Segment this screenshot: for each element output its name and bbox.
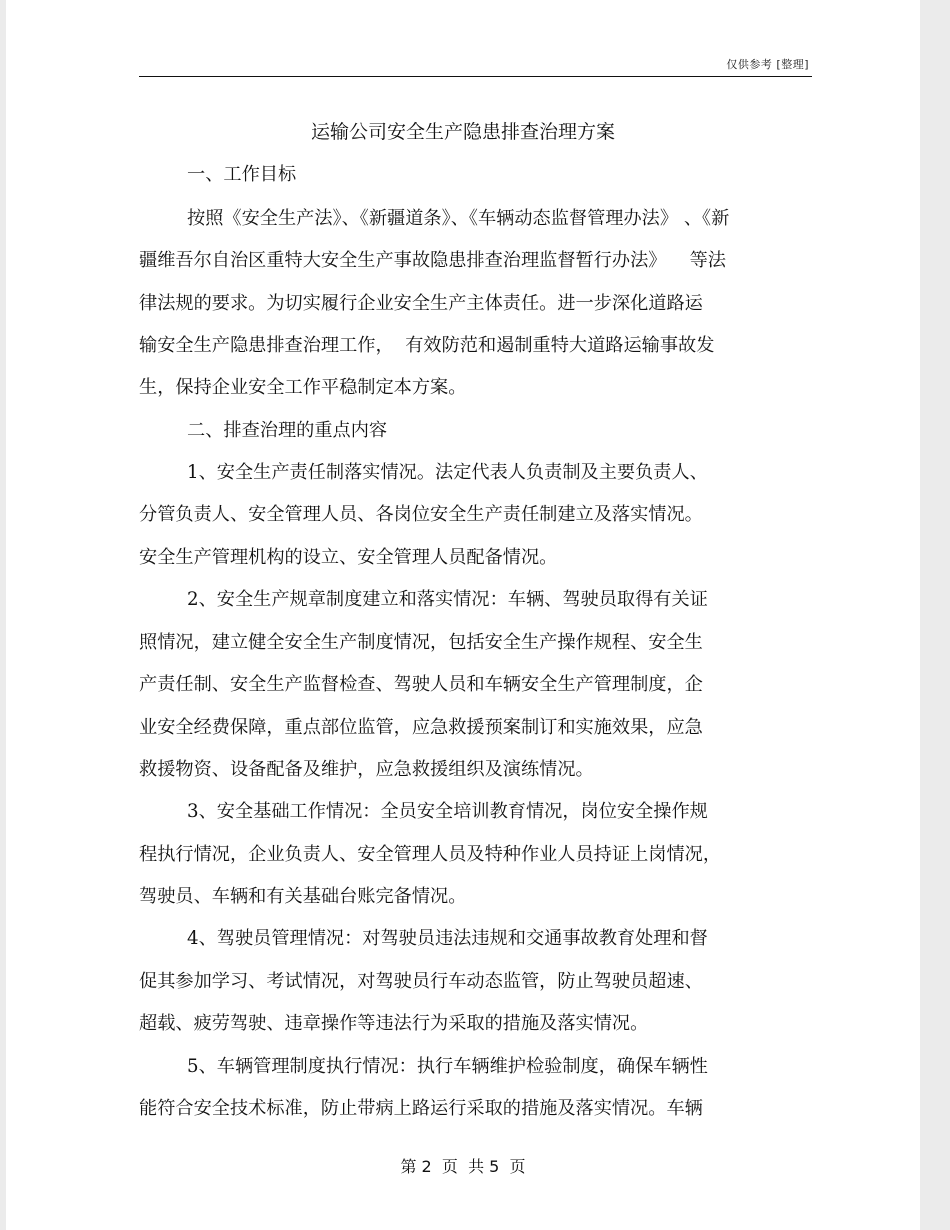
paragraph-line: 生，保持企业安全工作平稳制定本方案。 xyxy=(139,377,467,398)
section-heading: 二、排查治理的重点内容 xyxy=(187,420,388,441)
paragraph-line: 照情况，建立健全安全生产制度情况，包括安全生产操作规程、安全生 xyxy=(139,632,703,653)
document-title: 运输公司安全生产隐患排查治理方案 xyxy=(310,121,615,143)
paragraph-line: 产责任制、安全生产监督检查、驾驶人员和车辆安全生产管理制度，企 xyxy=(139,674,703,695)
paragraph-line: 3、安全基础工作情况：全员安全培训教育情况，岗位安全操作规 xyxy=(187,801,708,822)
document-page xyxy=(6,0,920,1230)
paragraph-line: 促其参加学习、考试情况，对驾驶员行车动态监管，防止驾驶员超速、 xyxy=(139,971,703,992)
paragraph-line: 2、安全生产规章制度建立和落实情况：车辆、驾驶员取得有关证 xyxy=(187,589,708,610)
paragraph-line: 业安全经费保障，重点部位监管，应急救援预案制订和实施效果，应急 xyxy=(139,717,703,738)
paragraph-line: 分管负责人、安全管理人员、各岗位安全生产责任制建立及落实情况。 xyxy=(139,504,703,525)
paragraph-line: 超载、疲劳驾驶、违章操作等违法行为采取的措施及落实情况。 xyxy=(139,1013,649,1034)
paragraph-line: 1、安全生产责任制落实情况。法定代表人负责制及主要负责人、 xyxy=(187,462,708,483)
paragraph-line: 4、驾驶员管理情况：对驾驶员违法违规和交通事故教育处理和督 xyxy=(187,928,708,949)
paragraph-line: 5、车辆管理制度执行情况：执行车辆维护检验制度，确保车辆性 xyxy=(187,1056,708,1077)
paragraph-line: 救援物资、设备配备及维护，应急救援组织及演练情况。 xyxy=(139,759,594,780)
paragraph-line: 律法规的要求。为切实履行企业安全生产主体责任。进一步深化道路运 xyxy=(139,293,703,314)
paragraph-line: 安全生产管理机构的设立、安全管理人员配备情况。 xyxy=(139,547,558,568)
paragraph-line: 输安全生产隐患排查治理工作， 有效防范和遏制重特大道路运输事故发 xyxy=(139,335,715,356)
paragraph-line: 疆维吾尔自治区重特大安全生产事故隐患排查治理监督暂行办法》 等法 xyxy=(139,250,726,271)
page-number: 第 2 页 共 5 页 xyxy=(400,1157,526,1176)
header-note: 仅供参考 [整理] xyxy=(726,58,809,71)
paragraph-line: 驾驶员、车辆和有关基础台账完备情况。 xyxy=(139,886,467,907)
paragraph-line: 按照《安全生产法》、《新疆道条》、《车辆动态监督管理办法》 、《新 xyxy=(187,208,730,229)
section-heading: 一、工作目标 xyxy=(187,164,297,185)
paragraph-line: 程执行情况，企业负责人、安全管理人员及特种作业人员持证上岗情况， xyxy=(139,844,722,865)
paragraph-line: 能符合安全技术标准，防止带病上路运行采取的措施及落实情况。车辆 xyxy=(139,1098,703,1119)
header-divider xyxy=(139,76,812,77)
